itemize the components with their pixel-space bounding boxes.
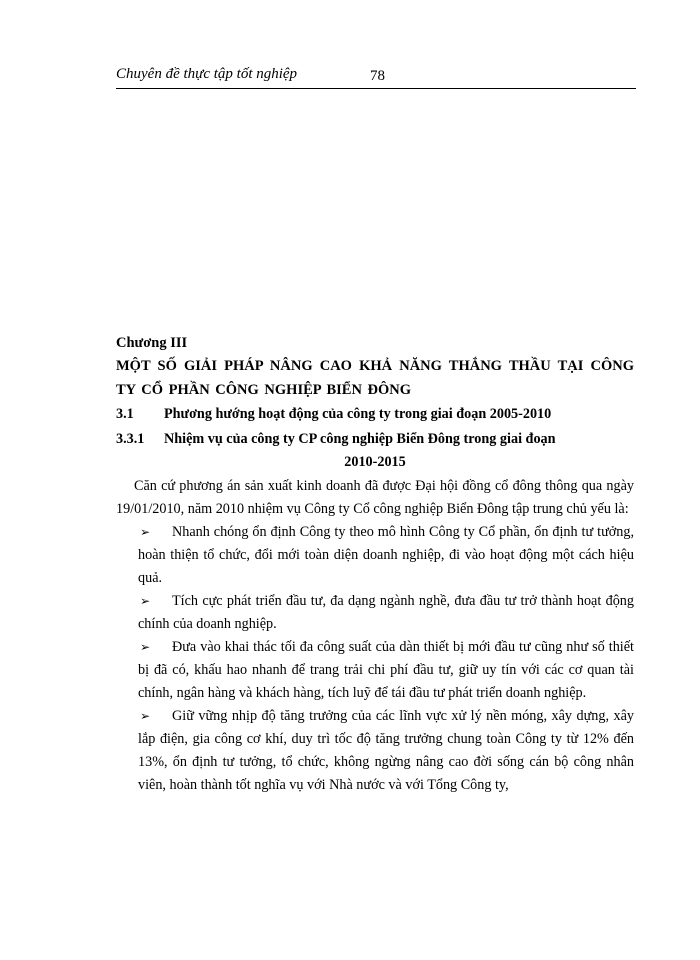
list-item-text: Tích cực phát triển đầu tư, đa dạng ngành nghề, đưa đầu tư trở thành hoạt động chính của doanh nghiệp. [138,593,634,632]
page-header [116,66,636,89]
arrow-bullet-icon: ➢ [140,709,151,723]
arrow-bullet-icon: ➢ [140,594,151,608]
list-item-text: Giữ vững nhịp độ tăng trưởng của các lĩnh vực xử lý nền móng, xây dựng, xây lắp điện, gia công cơ khí, duy trì tốc độ tăng trưởng chung toàn Công ty từ 12% đến 13%, ổn định tư tưởng, tổ chức, không ngừng nâng cao đời sống cán bộ công nhân viên, hoàn thành tốt nghĩa vụ với Nhà nước và với Tổng Công ty, [138,708,634,793]
subsection-heading [116,427,634,451]
document-body [116,332,634,797]
list-item-text: Nhanh chóng ổn định Công ty theo mô hình Công ty Cổ phần, ổn định tư tưởng, hoàn thiện tổ chức, đổi mới toàn diện doanh nghiệp, đi vào hoạt động một cách hiệu quả. [138,524,634,586]
intro-paragraph: Căn cứ phương án sản xuất kinh doanh đã được Đại hội đồng cổ đông thông qua ngày 19/01/2010, năm 2010 nhiệm vụ Công ty Cổ công nghiệp Biển Đông tập trung chủ yếu là: [116,478,634,517]
header-title: Chuyên đề thực tập tốt nghiệp [116,66,298,82]
chapter-label: Chương III [116,335,188,351]
section-title: Phương hướng hoạt động của công ty trong giai đoạn 2005-2010 [164,406,552,422]
arrow-bullet-icon: ➢ [140,640,151,654]
arrow-bullet-icon: ➢ [140,525,151,539]
page-number: 78 [370,68,385,84]
list-item [116,590,634,636]
subsection-title: Nhiệm vụ của công ty CP công nghiệp Biển Đông trong giai đoạn [164,431,556,447]
list-item [116,521,634,590]
section-number: 3.1 [116,406,134,422]
list-item-text: Đưa vào khai thác tối đa công suất của dàn thiết bị mới đầu tư cũng như số thiết bị đã có, khấu hao nhanh để trang trải chi phí đầu tư, giữ uy tín với các cơ quan tài chính, ngân hàng và khách hàng, tích luỹ để tái đầu tư phát triển doanh nghiệp. [138,639,634,701]
list-item [116,636,634,705]
subsection-number: 3.3.1 [116,431,145,447]
chapter-title: MỘT SỐ GIẢI PHÁP NÂNG CAO KHẢ NĂNG THẮNG THẦU TẠI CÔNG TY CỔ PHẦN CÔNG NGHIỆP BIỂN ĐÔNG [116,358,634,398]
section-heading [116,402,634,427]
subsection-title-continued: 2010-2015 [344,454,406,470]
list-item [116,705,634,797]
